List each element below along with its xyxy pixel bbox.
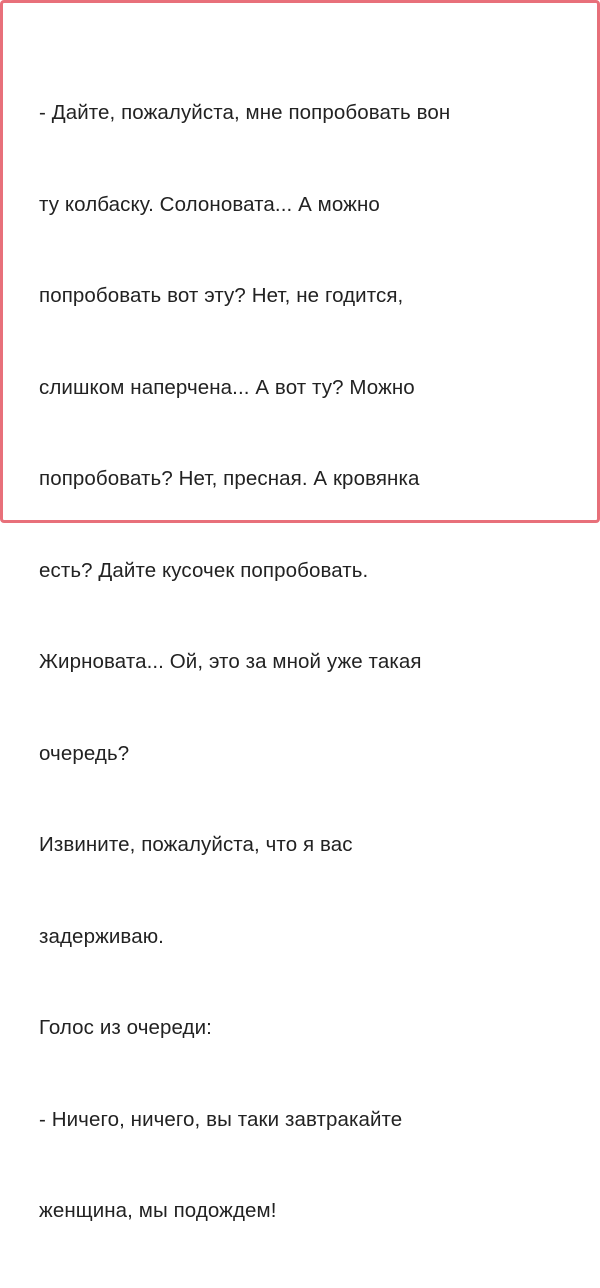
- joke-line: попробовать вот эту? Нет, не годится,: [39, 284, 404, 307]
- joke-line: ту колбаску. Солоновата... А можно: [39, 192, 380, 216]
- joke-line: Извините, пожалуйста, что я вас: [39, 833, 353, 856]
- joke-line: - Дайте, пожалуйста, мне попробовать вон: [39, 101, 451, 124]
- joke-line: Жирновата... Ой, это за мной уже такая: [39, 650, 422, 673]
- joke-text: [39, 37, 561, 1288]
- joke-line: - Ничего, ничего, вы таки завтракайте: [39, 1107, 403, 1131]
- joke-line: очередь?: [39, 741, 130, 765]
- joke-line: задерживаю.: [39, 924, 164, 948]
- joke-line: женщина, мы подождем!: [39, 1199, 277, 1222]
- joke-line: слишком наперчена... А вот ту? Можно: [39, 375, 415, 399]
- joke-line: попробовать? Нет, пресная. А кровянка: [39, 467, 420, 490]
- joke-line: Голос из очереди:: [39, 1016, 212, 1039]
- joke-line: есть? Дайте кусочек попробовать.: [39, 558, 369, 582]
